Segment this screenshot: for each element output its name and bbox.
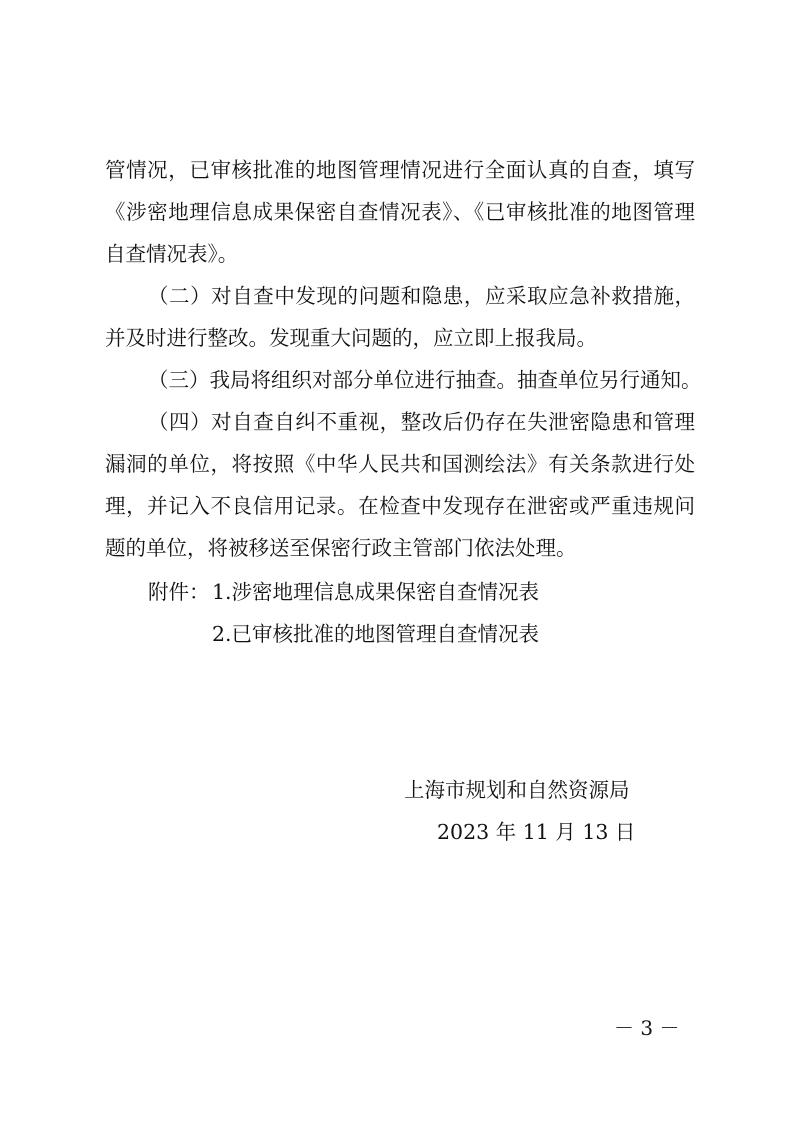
page-number: － 3 －	[614, 1016, 680, 1040]
attachment-item: 1.涉密地理信息成果保密自查情况表	[212, 580, 540, 604]
paragraph-line: 自查情况表》。	[105, 242, 239, 266]
paragraph-line: （二）对自查中发现的问题和隐患，应采取应急补救措施，	[148, 284, 695, 308]
paragraph-line: 理，并记入不良信用记录。在检查中发现存在泄密或严重违规问	[105, 494, 695, 518]
paragraph-line: 题的单位，将被移送至保密行政主管部门依法处理。	[105, 536, 577, 560]
attachments-label: 附件：	[148, 580, 210, 604]
paragraph-line: （三）我局将组织对部分单位进行抽查。抽查单位另行通知。	[148, 368, 702, 392]
issuing-organization: 上海市规划和自然资源局	[404, 778, 630, 802]
paragraph-line: （四）对自查自纠不重视，整改后仍存在失泄密隐患和管理	[148, 410, 695, 434]
paragraph-line: 管情况，已审核批准的地图管理情况进行全面认真的自查，填写	[105, 158, 695, 182]
paragraph-line: 漏洞的单位，将按照《中华人民共和国测绘法》有关条款进行处	[105, 452, 695, 476]
issue-date: 2023 年 11 月 13 日	[437, 820, 636, 844]
paragraph-line: 《涉密地理信息成果保密自查情况表》、《已审核批准的地图管理	[105, 200, 695, 224]
attachment-item: 2.已审核批准的地图管理自查情况表	[212, 622, 540, 646]
paragraph-line: 并及时进行整改。发现重大问题的，应立即上报我局。	[105, 326, 597, 350]
